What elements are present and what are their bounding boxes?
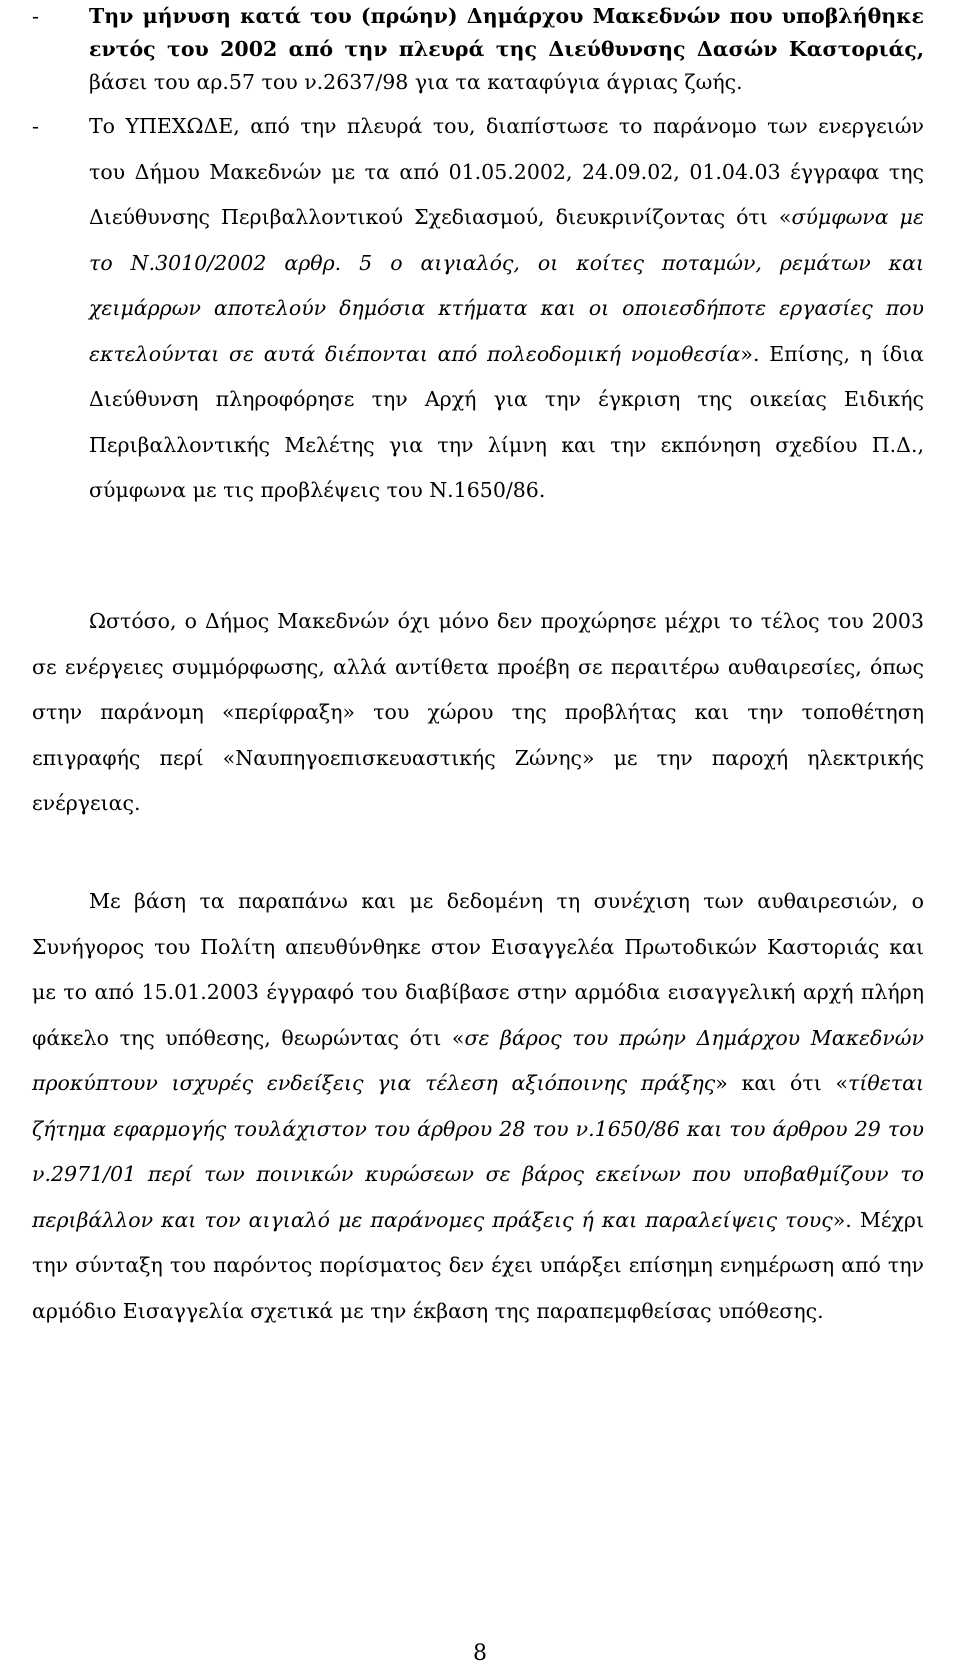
bullet-list <box>32 0 924 514</box>
bullet-bold-text: Την μήνυση κατά του (πρώην) Δημάρχου Μακεδνών που υποβλήθηκε εντός του 2002 από την πλευρά της Διεύθυνσης Δασών Καστοριάς, <box>89 4 924 61</box>
bullet-dash: - <box>32 114 39 138</box>
page-number: 8 <box>473 1641 487 1666</box>
bullet-dash: - <box>32 4 39 28</box>
paragraph-non-compliance: Ωστόσο, ο Δήμος Μακεδνών όχι μόνο δεν προχώρησε μέχρι το τέλος του 2003 σε ενέργειες συμμόρφωσης, αλλά αντίθετα προέβη σε περαιτέρω αυθαιρεσίες, όπως στην παράνομη «περίφραξη» του χώρου της προβλήτας και την τοποθέτηση επιγραφής περί «Ναυπηγοεπισκευαστικής Ζώνης» με την παροχή ηλεκτρικής ενέργειας. <box>32 609 924 815</box>
paragraph-text: Με βάση τα παραπάνω και με δεδομένη τη συνέχιση των αυθαιρεσιών, ο Συνήγορος του Πολίτη απευθύνθηκε στον Εισαγγελέα Πρωτοδικών Καστοριάς και με το από 15.01.2003 έγγραφό του διαβίβασε στην αρμόδια εισαγγελική αρχή πλήρη φάκελο της υπόθεσης, θεωρώντας ότι « <box>32 889 924 1050</box>
paragraph-prosecutor <box>32 879 924 1334</box>
paragraph-text: » και ότι « <box>715 1071 849 1095</box>
paragraph-quote-italic: τίθεται ζήτημα εφαρμογής τουλάχιστον του άρθρου 28 του ν.1650/86 και του άρθρου 29 του ν.2971/01 περί των ποινικών κυρώσεων σε βάρος εκείνων που υποβαθμίζουν το περιβάλλον και τον αιγιαλό με παράνομες πράξεις ή και παραλείψεις τους <box>32 1071 924 1232</box>
paragraph-text: ». Μέχρι την σύνταξη του παρόντος πορίσματος δεν έχει υπάρξει επίσημη ενημέρωση από την αρμόδιο Εισαγγελία σχετικά με την έκβαση της παραπεμφθείσας υπόθεσης. <box>32 1207 924 1323</box>
bullet-text: βάσει του αρ.57 του ν.2637/98 για τα καταφύγια άγριας ζωής. <box>89 70 743 94</box>
paragraph-quote-italic: σε βάρος του πρώην Δημάρχου Μακεδνών προκύπτουν ισχυρές ενδείξεις για τέλεση αξιόποινης πράξης <box>32 1025 924 1095</box>
bullet-text-continued: ». Επίσης, η ίδια Διεύθυνση πληροφόρησε την Αρχή για την έγκριση της οικείας Ειδικής Περιβαλλοντικής Μελέτης για την λίμνη και την εκπόνηση σχεδίου Π.Δ., σύμφωνα με τις προβλέψεις του Ν.1650/86. <box>89 341 925 502</box>
bullet-text: Το ΥΠΕΧΩΔΕ, από την πλευρά του, διαπίστωσε το παράνομο των ενεργειών του Δήμου Μακεδνών με τα από 01.05.2002, 24.09.02, 01.04.03 έγγραφα της Διεύθυνσης Περιβαλλοντικού Σχεδιασμού, διευκρινίζοντας ότι « <box>89 114 924 229</box>
bullet-item-ministry <box>32 104 924 514</box>
bullet-item-lawsuit <box>32 0 924 99</box>
bullet-quote-italic: σύμφωνα με το Ν.3010/2002 αρθρ. 5 ο αιγιαλός, οι κοίτες ποταμών, ρεμάτων και χειμάρρων αποτελούν δημόσια κτήματα και οι οποιεσδήποτε εργασίες που εκτελούνται σε αυτά διέπονται από πολεοδομική νομοθεσία <box>89 205 924 366</box>
